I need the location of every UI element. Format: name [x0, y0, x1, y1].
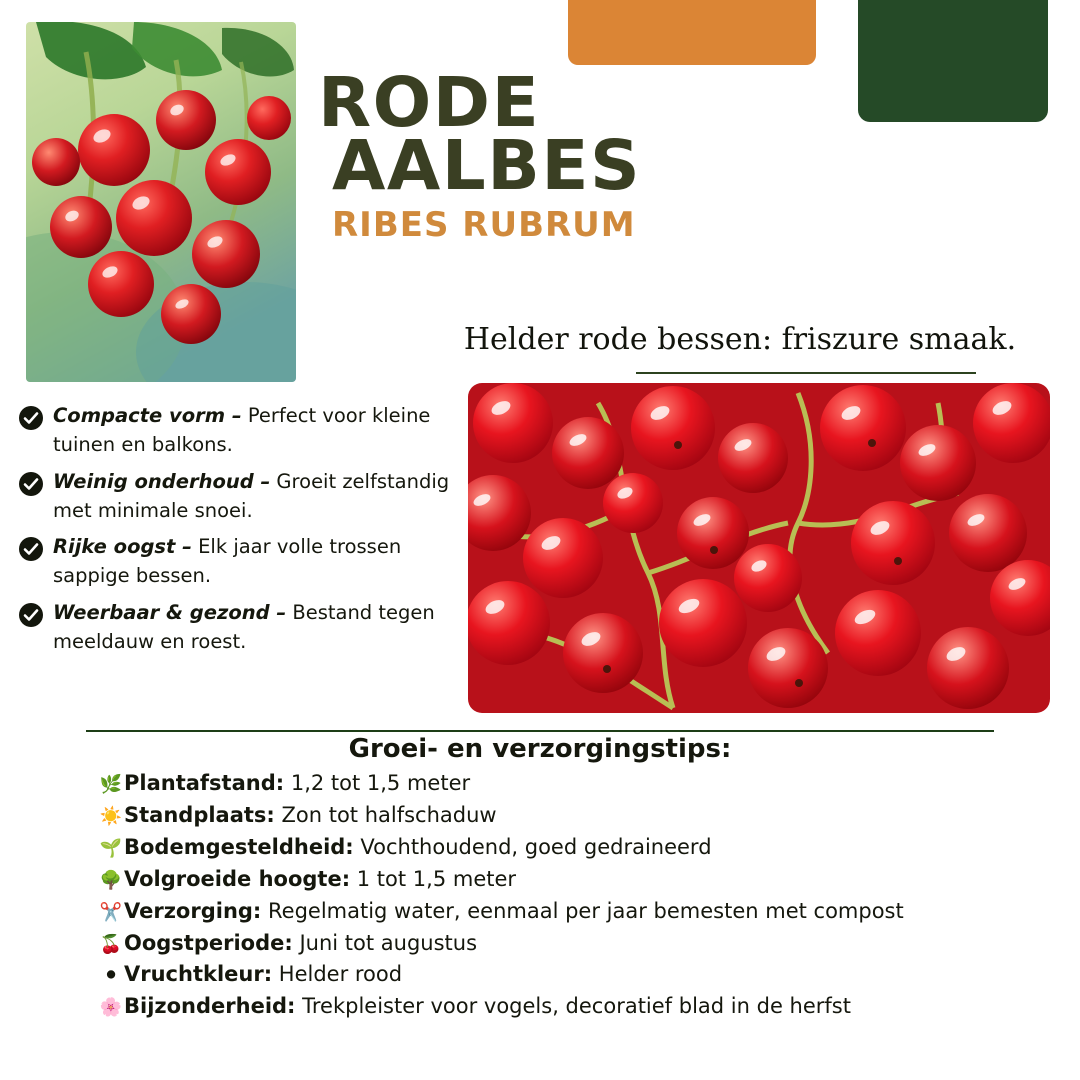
- list-item-text: Perfect voor kleine tuinen en balkons.: [53, 404, 431, 456]
- tips-divider: [86, 730, 994, 732]
- tip-item: [98, 832, 998, 864]
- tip-value: Trekpleister voor vogels, decoratief blad in de herfst: [295, 994, 851, 1019]
- berry-closeup-image: [468, 383, 1050, 713]
- tip-label: Bodemgesteldheid:: [124, 834, 354, 859]
- tip-label: Vruchtkleur:: [124, 962, 273, 987]
- tip-item: [98, 991, 998, 1023]
- tip-label: Plantafstand:: [124, 771, 285, 795]
- tip-value: 1,2 tot 1,5 meter: [284, 771, 471, 795]
- tip-value: Regelmatig water, eenmaal per jaar bemesten met compost: [261, 898, 904, 923]
- tip-value: Zon tot halfschaduw: [274, 802, 497, 827]
- title-line-2: AALBES: [332, 126, 642, 207]
- tip-label: Verzorging:: [124, 898, 262, 923]
- tip-label: Oogstperiode:: [124, 930, 293, 955]
- list-item: [18, 533, 468, 591]
- tagline: Helder rode bessen: friszure smaak.: [463, 322, 1017, 357]
- blossom-icon: 🌸: [99, 997, 123, 1019]
- tip-item: [98, 864, 998, 896]
- tip-value: Helder rood: [272, 962, 403, 987]
- latin-name: RIBES RUBRUM: [332, 204, 636, 245]
- page-title: [318, 63, 1058, 245]
- tagline-divider: [636, 372, 976, 374]
- tip-label: Bijzonderheid:: [124, 994, 296, 1019]
- tip-item: [98, 959, 998, 991]
- list-item: [18, 468, 468, 526]
- list-item: [18, 402, 468, 460]
- tip-value: Vochthoudend, goed gedraineerd: [353, 834, 712, 859]
- scissors-icon: ✂️: [99, 901, 123, 923]
- list-item-text: Elk jaar volle trossen sappige bessen.: [53, 535, 402, 588]
- decor-block-orange: [568, 0, 816, 65]
- sun-icon: ☀️: [99, 805, 123, 827]
- tips-title: Groei- en verzorgingstips:: [348, 734, 732, 764]
- feature-list: [18, 402, 468, 665]
- list-item: [18, 599, 468, 657]
- tip-label: Volgroeide hoogte:: [124, 866, 351, 891]
- cherries-icon: 🍒: [99, 933, 123, 955]
- herb-icon: 🌿: [99, 774, 123, 795]
- hero-image-redcurrant-branch: [26, 22, 296, 382]
- tip-value: 1 tot 1,5 meter: [350, 866, 517, 891]
- tip-item: [98, 800, 998, 832]
- check-circle-icon: [18, 536, 44, 562]
- list-item-label: Rijke oogst –: [53, 535, 192, 559]
- seedling-icon: 🌱: [99, 837, 123, 859]
- tip-item: [98, 896, 998, 928]
- check-circle-icon: [18, 602, 44, 628]
- tip-value: Juni tot augustus: [292, 930, 478, 955]
- tip-label: Standplaats:: [124, 802, 275, 827]
- tips-list: [98, 768, 998, 1023]
- tip-item: [98, 928, 998, 960]
- tree-icon: 🌳: [99, 869, 123, 891]
- title-line-1: RODE: [318, 63, 541, 143]
- check-circle-icon: [18, 405, 44, 431]
- tip-item: [98, 768, 998, 800]
- circle-icon: ⚫: [103, 965, 119, 987]
- list-item-label: Weinig onderhoud –: [53, 469, 271, 493]
- list-item-label: Compacte vorm –: [53, 404, 242, 427]
- list-item-text: Bestand tegen meeldauw en roest.: [53, 601, 435, 654]
- list-item-text: Groeit zelfstandig met minimale snoei.: [53, 469, 450, 522]
- list-item-label: Weerbaar & gezond –: [53, 601, 287, 625]
- check-circle-icon: [18, 471, 44, 497]
